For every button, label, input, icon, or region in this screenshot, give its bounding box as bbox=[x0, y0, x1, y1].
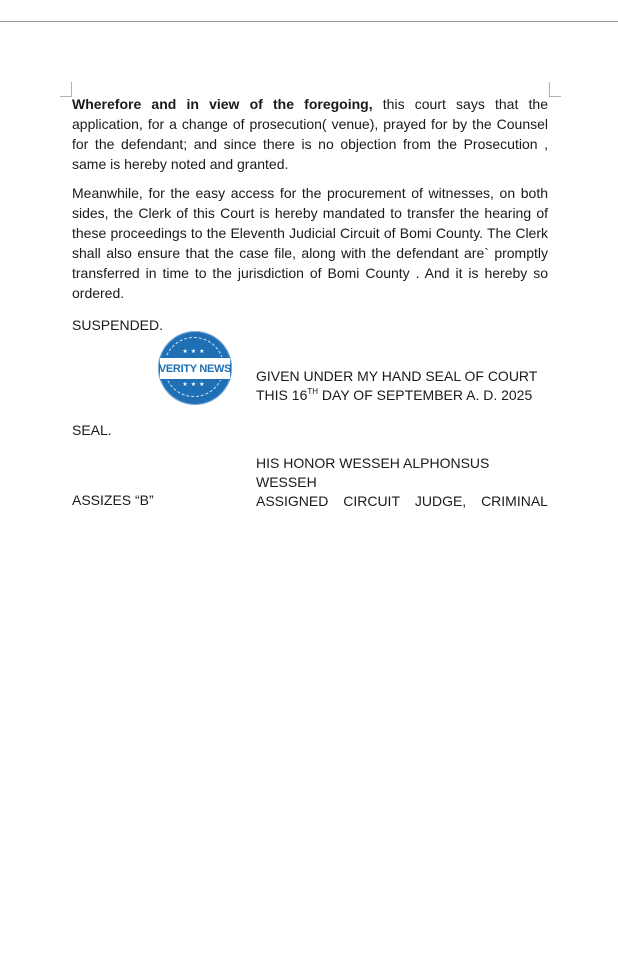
given-month-year: DAY OF SEPTEMBER A. D. 2025 bbox=[318, 387, 533, 403]
given-line-1: GIVEN UNDER MY HAND SEAL OF COURT bbox=[256, 368, 538, 384]
page-top-border bbox=[0, 21, 618, 22]
given-day: THIS 16 bbox=[256, 387, 308, 403]
judge-title-word: CIRCUIT bbox=[343, 493, 400, 509]
judge-title-word: ASSIGNED bbox=[256, 493, 329, 509]
ruling-lead-text: Wherefore and in view of the foregoing, bbox=[72, 96, 373, 112]
margin-corner-mark-left bbox=[60, 82, 72, 97]
judge-title bbox=[256, 492, 548, 511]
verity-news-watermark-stamp bbox=[158, 331, 232, 405]
assizes-label: ASSIZES “B” bbox=[72, 492, 154, 508]
paragraph-transfer-order: Meanwhile, for the easy access for the procurement of witnesses, on both sides, the Clerk of this Court is hereby mandated to transfer the hearing of these proceedings to the Eleventh Judicial Circuit of Bomi County. The Clerk shall also ensure that the case file, along with the defendant are` promptly transferred in time to the jurisdiction of Bomi County . And it is hereby so ordered. bbox=[72, 185, 548, 301]
stamp-stars-bottom: ★★★ bbox=[182, 382, 208, 388]
seal-label: SEAL. bbox=[72, 422, 112, 438]
document-body bbox=[72, 94, 548, 303]
given-under-seal-block bbox=[256, 367, 537, 405]
given-line-2 bbox=[256, 386, 537, 405]
judge-signature-block bbox=[256, 454, 548, 511]
paragraph-ruling bbox=[72, 94, 548, 174]
given-day-suffix: TH bbox=[307, 387, 319, 396]
suspended-label: SUSPENDED. bbox=[72, 317, 164, 333]
margin-corner-mark-right bbox=[549, 82, 561, 97]
stamp-text: VERITY NEWS bbox=[158, 362, 232, 375]
stamp-band bbox=[160, 357, 230, 380]
ruling-text: this court says that the application, for a change of prosecution( venue), prayed for by the Counsel for the defendant; and since there is no objection from the Prosecution , same is hereby noted and granted. bbox=[72, 96, 548, 172]
judge-title-word: CRIMINAL bbox=[481, 493, 548, 509]
stamp-stars-top: ★★★ bbox=[182, 349, 208, 355]
judge-title-word: JUDGE, bbox=[414, 493, 467, 509]
judge-name: HIS HONOR WESSEH ALPHONSUS WESSEH bbox=[256, 455, 490, 490]
